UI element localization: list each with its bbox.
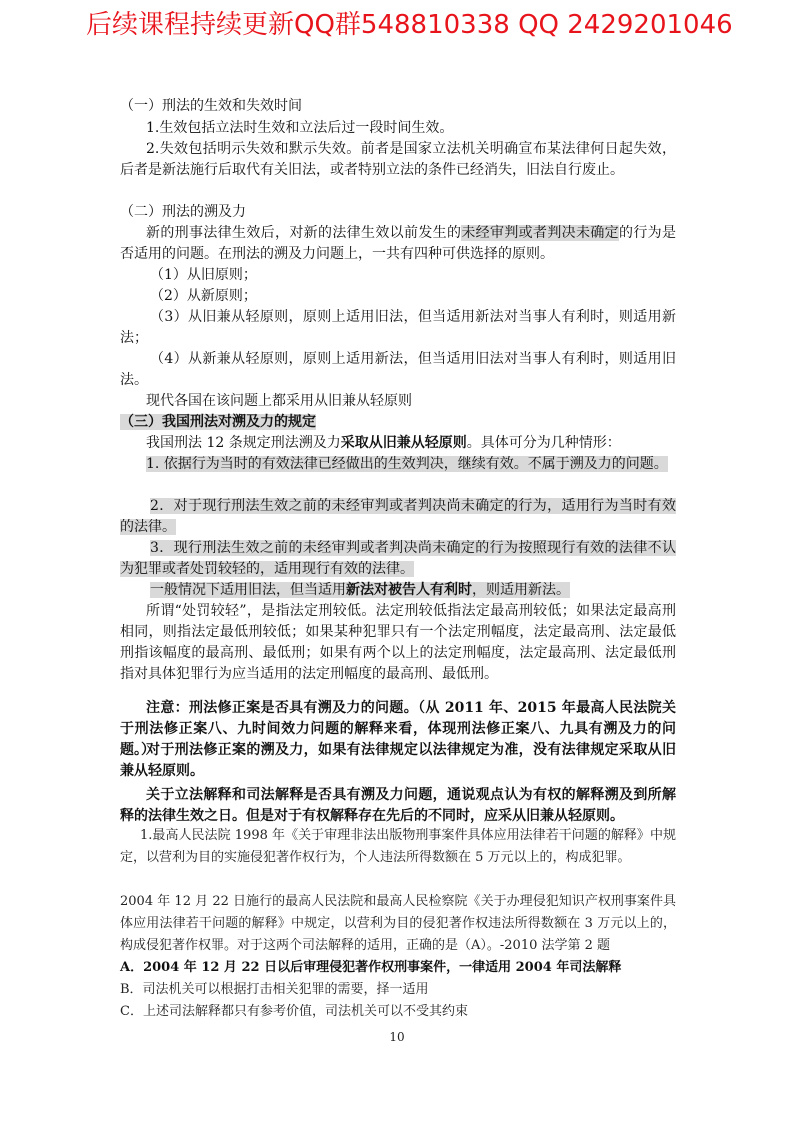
paragraph-article-12	[120, 433, 676, 454]
principle-item-2: （2）从新原则；	[150, 288, 257, 304]
text-fragment: 我国刑法 12 条规定刑法溯及力	[146, 435, 341, 451]
option-b: B．司法机关可以根据打击相关犯罪的需要，择一适用	[120, 982, 429, 997]
paragraph-modern-practice: 现代各国在该问题上都采用从旧兼从轻原则	[146, 393, 412, 409]
paragraph-retroactivity-intro	[120, 223, 676, 265]
watermark-banner: 后续课程持续更新QQ群548810338 QQ 2429201046	[86, 10, 733, 40]
note-amendment-retroactivity: 注意：刑法修正案是否具有溯及力的问题。（从 2011 年、2015 年最高人民法院关于刑法修正案八、九时间效力问题的解释来看，体现刑法修正案八、九具有溯及力的问题。）	[120, 700, 676, 758]
question-stem-2004: 2004 年 12 月 22 日施行的最高人民法院和最高人民检察院《关于办理侵犯知识产权刑事案件具体应用法律若干问题的解释》中规定，以营利为目的侵犯著作权违法所得数额在 3 万元以上的，构成侵犯著作权罪。对于这两个司法解释的适用，正确的是（A）。-2010 法学第 2 题	[120, 894, 676, 953]
rule-item-2	[120, 496, 676, 538]
rule-item-3	[120, 538, 676, 580]
rule-item-1	[120, 454, 676, 475]
paragraph-expiry: 2.失效包括明示失效和默示失效。前者是国家立法机关明确宣布某法律何日起失效，后者是新法施行后取代有关旧法，或者特别立法的条件已经消失，旧法自行废止。	[120, 141, 676, 178]
principle-item-1: （1）从旧原则；	[150, 267, 257, 283]
principle-item-4: （4）从新兼从轻原则，原则上适用新法，但当适用旧法对当事人有利时，则适用旧法。	[120, 351, 676, 388]
text-fragment: ，则适用新法。	[472, 582, 570, 598]
heading-china-rules	[120, 412, 676, 433]
highlight-fragment: 3．现行刑法生效之前的未经审判或者判决尚未确定的行为按照现行有效的法律不认为犯罪或者处罚较轻的，适用现行有效的法律。	[120, 540, 676, 577]
question-background-1998: 1.最高人民法院 1998 年《关于审理非法出版物刑事案件具体应用法律若干问题的解释》中规定，以营利为目的实施侵犯著作权行为，个人违法所得数额在 5 万元以上的，构成犯罪。	[120, 828, 676, 865]
heading-retroactivity: （二）刑法的溯及力	[120, 204, 246, 220]
text-fragment: 一般情况下适用旧法，但当适用	[150, 582, 346, 598]
highlight-fragment: 未经审判或者判决未确定	[461, 225, 620, 241]
principle-item-3: （3）从旧兼从轻原则，原则上适用旧法，但当适用新法对当事人有利时，则适用新法；	[120, 309, 676, 346]
bold-fragment: 采取从旧兼从轻原则	[340, 435, 467, 451]
text-fragment: 新的刑事法律生效后，对新的法律生效以前发生的	[146, 225, 462, 241]
option-c: C．上述司法解释都只有参考价值，司法机关可以不受其约束	[120, 1004, 468, 1019]
highlight-fragment: 2．对于现行刑法生效之前的未经审判或者判决尚未确定的行为，适用行为当时有效的法律。	[120, 498, 676, 535]
highlight-fragment: （三）我国刑法对溯及力的规定	[120, 414, 316, 430]
paragraph-amendment-rule: 对于刑法修正案的溯及力，如果有法律规定以法律规定为准，没有法律规定采取从旧兼从轻原则。	[120, 742, 676, 779]
heading-effective-time: （一）刑法的生效和失效时间	[120, 98, 302, 114]
paragraph-effective: 1.生效包括立法时生效和立法后过一段时间生效。	[146, 120, 454, 136]
highlight-fragment	[150, 582, 570, 598]
highlight-fragment: 1. 依据行为当时的有效法律已经做出的生效判决，继续有效。不属于溯及力的问题。	[146, 456, 668, 472]
paragraph-interpretation-rule: 关于立法解释和司法解释是否具有溯及力问题，通说观点认为有权的解释溯及到所解释的法律生效之日。但是对于有权解释存在先后的不同时，应采从旧兼从轻原则。	[120, 787, 676, 824]
option-a: A．2004 年 12 月 22 日以后审理侵犯著作权刑事案件，一律适用 2004 年司法解释	[120, 960, 622, 975]
paragraph-lighter-punishment: 所谓“处罚较轻”，是指法定刑较低。法定刑较低指法定最高刑较低；如果法定最高刑相同，则指法定最低刑较低；如果某种犯罪只有一个法定刑幅度，法定最高刑、法定最低刑指该幅度的最高刑、最低刑；如果有两个以上的法定刑幅度，法定最高刑、法定最低刑指对具体犯罪行为应当适用的法定刑幅度的最高刑、最低刑。	[120, 603, 676, 682]
bold-fragment: 新法对被告人有利时	[346, 582, 472, 598]
text-fragment: 。具体可分为几种情形：	[466, 435, 621, 451]
paragraph-general-rule	[120, 580, 676, 601]
text-fragment: 的行为是否适用的问题。在刑法的溯及力问题上，一共有四种可供选择的原则。	[120, 225, 677, 262]
page-number: 10	[389, 1030, 405, 1044]
